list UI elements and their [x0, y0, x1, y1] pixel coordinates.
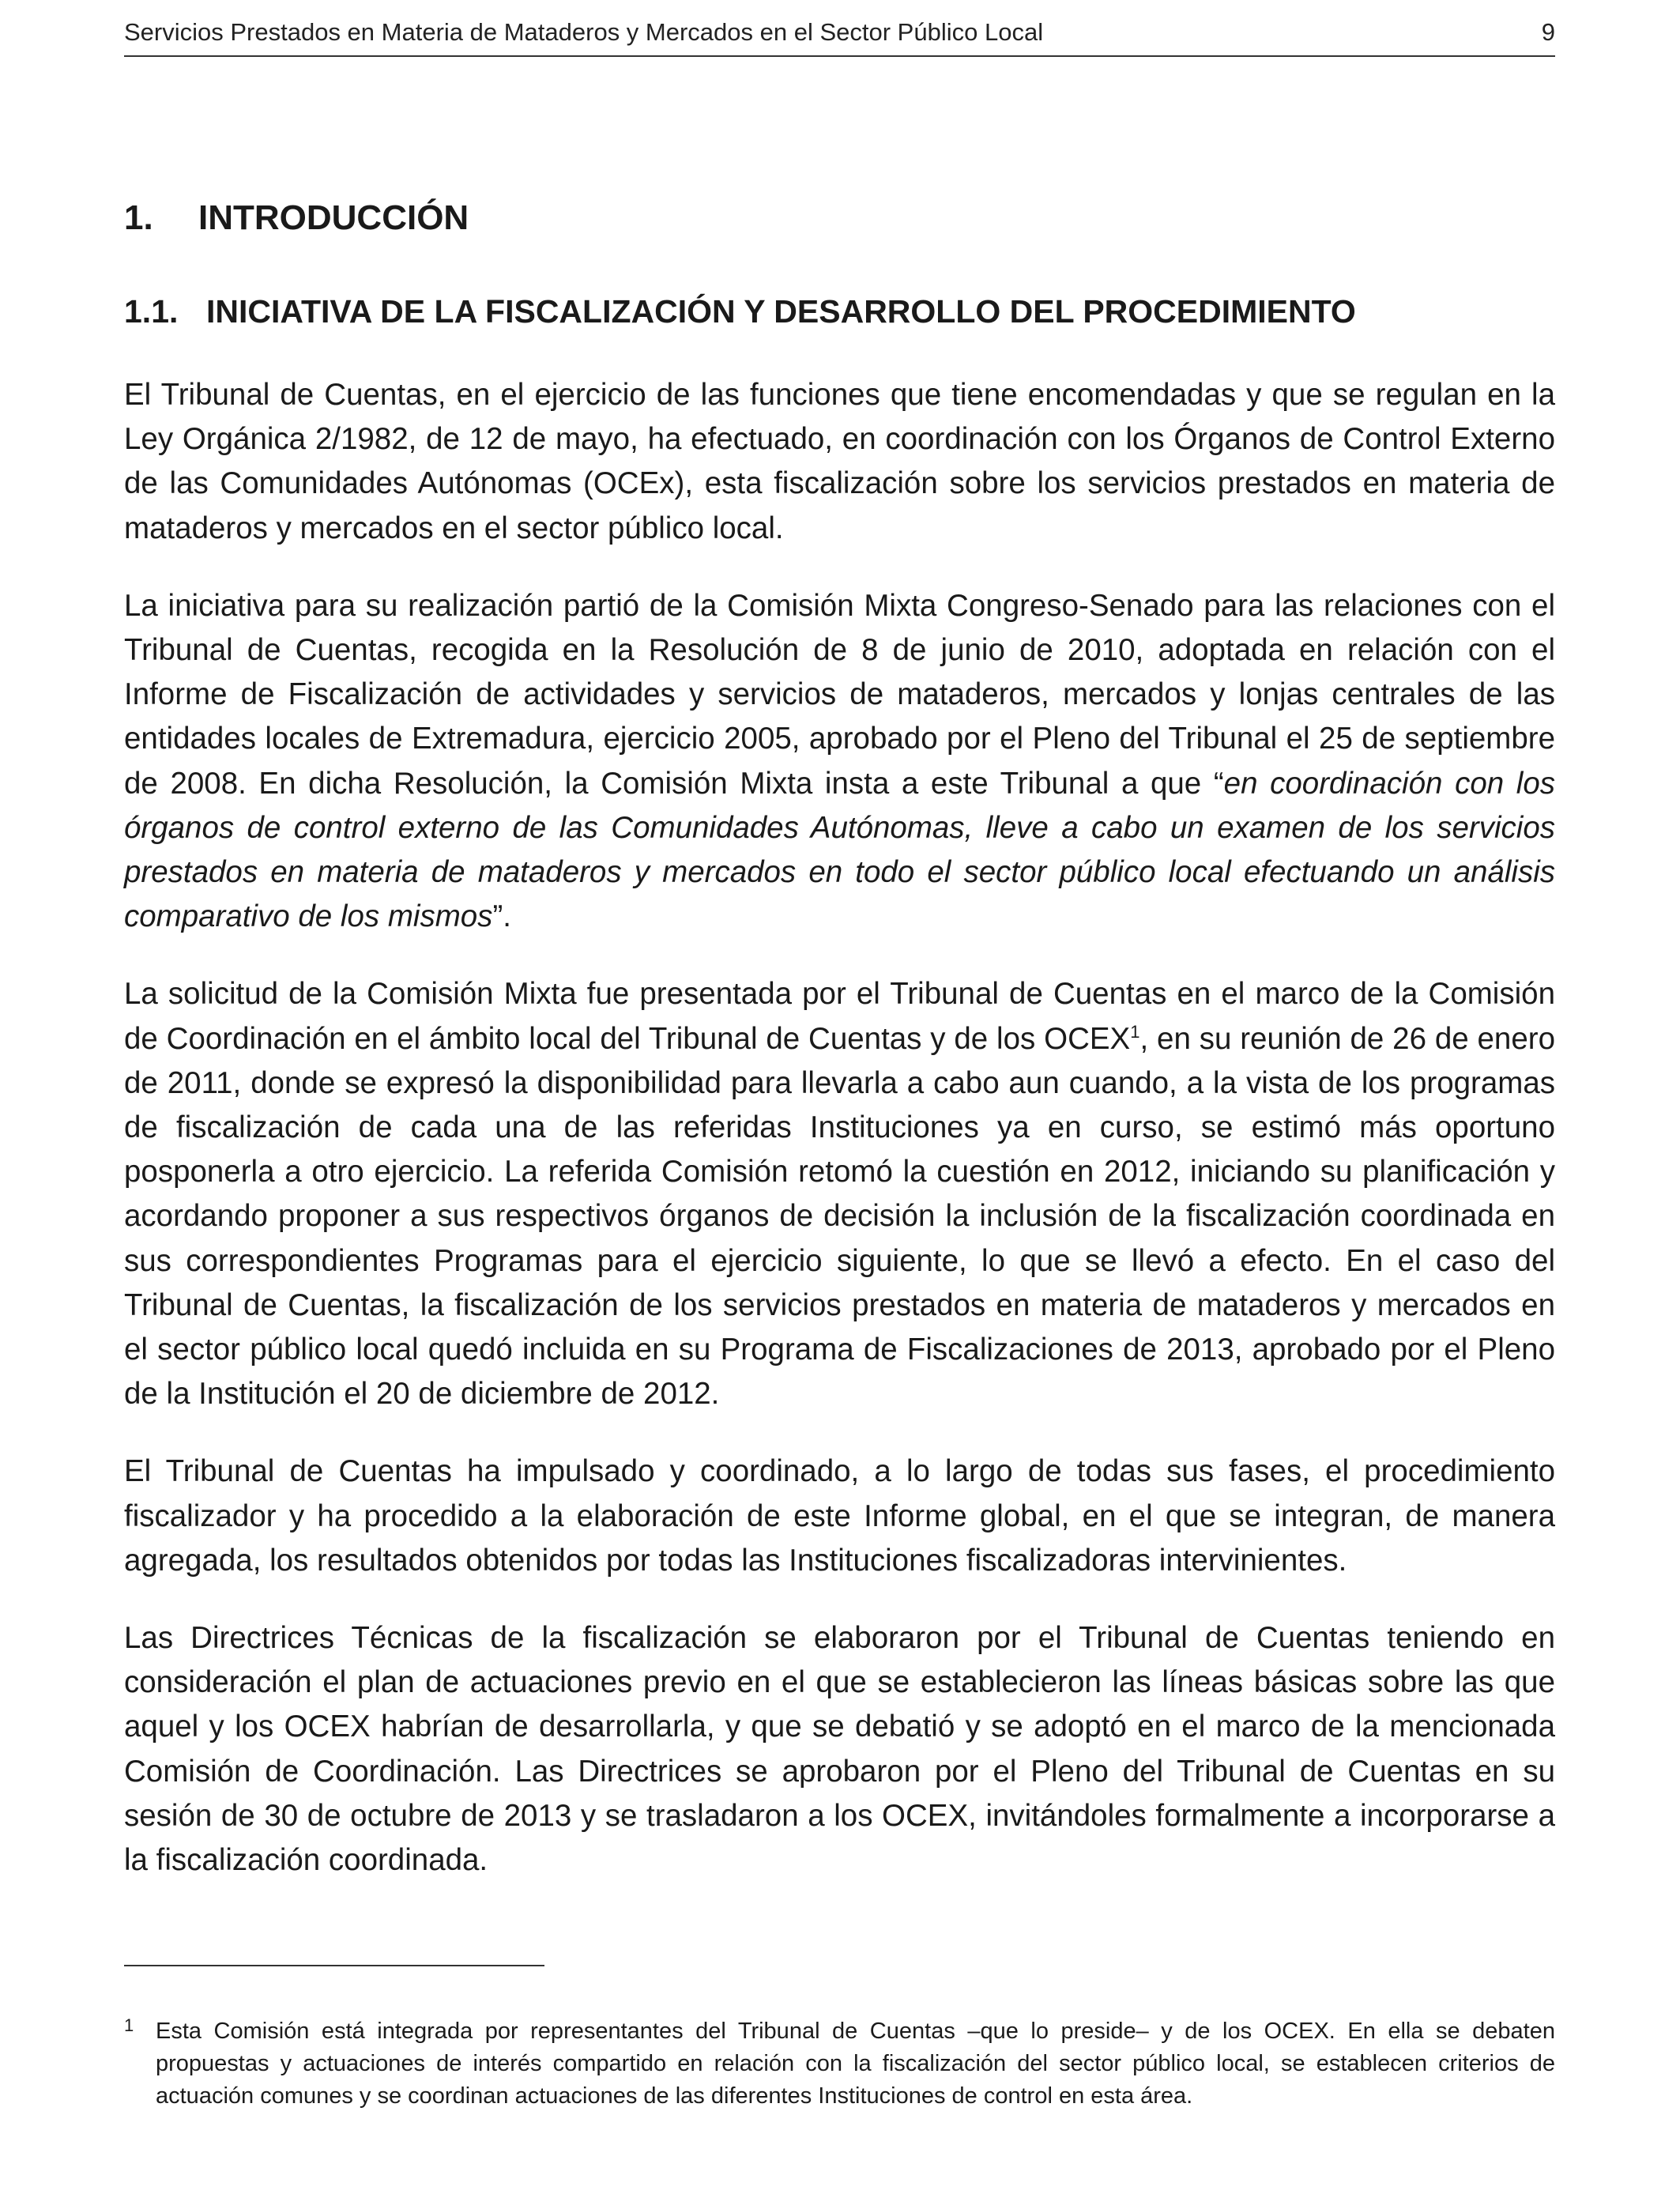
page-number: 9 — [1541, 18, 1555, 46]
running-header — [124, 16, 1555, 57]
subsection-heading — [124, 289, 1356, 334]
section-number: 1. — [124, 198, 153, 237]
paragraph-3 — [124, 972, 1555, 1416]
paragraph-2-quote: en coordinación con los órganos de control externo de las Comunidades Autónomas, lleve a cabo un examen de los servicios prestados en materia de mataderos y mercados en todo el sector público local efectuando un análisis comparativo de los mismos — [124, 766, 1555, 934]
body-text — [124, 373, 1555, 1916]
footnote-separator — [124, 1965, 544, 1966]
header-title: Servicios Prestados en Materia de Mataderos y Mercados en el Sector Público Local — [124, 18, 1044, 46]
footnote — [124, 2015, 1555, 2113]
paragraph-1: El Tribunal de Cuentas, en el ejercicio de las funciones que tiene encomendadas y que se regulan en la Ley Orgánica 2/1982, de 12 de mayo, ha efectuado, en coordinación con los Órganos de Control Externo de las Comunidades Autónomas (OCEx), esta fiscalización sobre los servicios prestados en materia de mataderos y mercados en el sector público local. — [124, 378, 1555, 545]
section-heading — [124, 194, 469, 242]
paragraph-4: El Tribunal de Cuentas ha impulsado y coordinado, a lo largo de todas sus fases, el procedimiento fiscalizador y ha procedido a la elaboración de este Informe global, en el que se integran, de manera agregada, los resultados obtenidos por todas las Instituciones fiscalizadoras intervinientes. — [124, 1454, 1555, 1578]
footnote-reference[interactable]: 1 — [1130, 1021, 1140, 1042]
document-page — [124, 0, 1555, 2194]
subsection-number: 1.1. — [124, 293, 179, 330]
footnote-text: Esta Comisión está integrada por representantes del Tribunal de Cuentas –que lo preside– y de los OCEX. En ella se debaten propuestas y actuaciones de interés compartido en relación con la fiscalización del sector público local, se establecen criterios de actuación comunes y se coordinan actuaciones de las diferentes Instituciones de control en esta área. — [156, 2019, 1555, 2109]
paragraph-2 — [124, 584, 1555, 940]
paragraph-3-rest: , en su reunión de 26 de enero de 2011, donde se expresó la disponibilidad para llevarla a cabo aun cuando, a la vista de los programas de fiscalización de cada una de las referidas Instituciones ya en curso, se estimó más oportuno posponerla a otro ejercicio. La referida Comisión retomó la cuestión en 2012, iniciando su planificación y acordando proponer a sus respectivos órganos de decisión la inclusión de la fiscalización coordinada en sus correspondientes Programas para el ejercicio siguiente, lo que se llevó a efecto. En el caso del Tribunal de Cuentas, la fiscalización de los servicios prestados en materia de mataderos y mercados en el sector público local quedó incluida en su Programa de Fiscalizaciones de 2013, aprobado por el Pleno de la Institución el 20 de diciembre de 2012. — [124, 1021, 1555, 1412]
subsection-title: INICIATIVA DE LA FISCALIZACIÓN Y DESARROLLO DEL PROCEDIMIENTO — [206, 293, 1356, 330]
paragraph-5: Las Directrices Técnicas de la fiscalización se elaboraron por el Tribunal de Cuentas teniendo en consideración el plan de actuaciones previo en el que se establecieron las líneas básicas sobre las que aquel y los OCEX habrían de desarrollarla, y que se debatió y se adoptó en el marco de la mencionada Comisión de Coordinación. Las Directrices se aprobaron por el Pleno del Tribunal de Cuentas en su sesión de 30 de octubre de 2013 y se trasladaron a los OCEX, invitándoles formalmente a incorporarse a la fiscalización coordinada. — [124, 1621, 1555, 1878]
paragraph-2-close: ”. — [492, 899, 511, 934]
paragraph-3-intro: La solicitud de la Comisión Mixta fue presentada por el Tribunal de Cuentas en el marco de la Comisión de Coordinación en el ámbito local del Tribunal de Cuentas y de los OCEX — [124, 977, 1555, 1056]
section-title: INTRODUCCIÓN — [198, 198, 469, 237]
footnote-mark: 1 — [124, 2015, 134, 2035]
paragraph-2-intro: La iniciativa para su realización partió de la Comisión Mixta Congreso-Senado para las relaciones con el Tribunal de Cuentas, recogida en la Resolución de 8 de junio de 2010, adoptada en relación con el Informe de Fiscalización de actividades y servicios de mataderos, mercados y lonjas centrales de las entidades locales de Extremadura, ejercicio 2005, aprobado por el Pleno del Tribunal el 25 de septiembre de 2008. En dicha Resolución, la Comisión Mixta insta a este Tribunal a que “ — [124, 588, 1555, 801]
